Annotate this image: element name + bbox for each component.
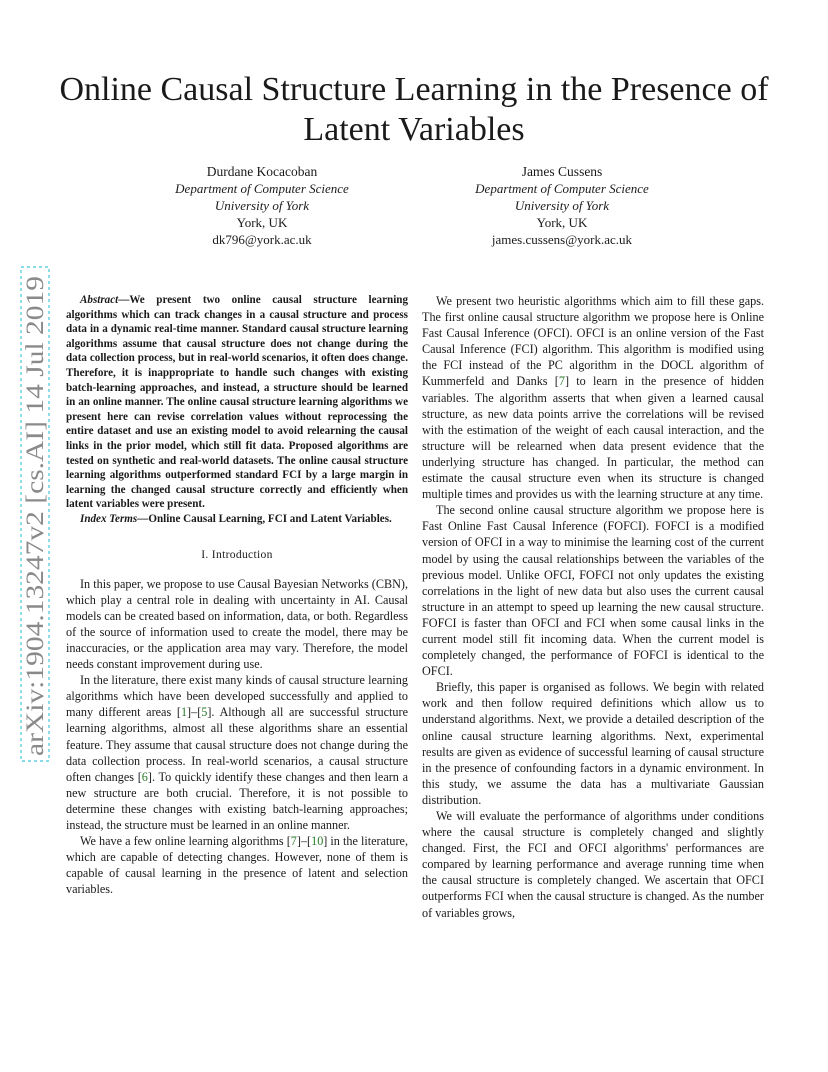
citation-link[interactable]: [7] xyxy=(554,374,570,389)
author-name: James Cussens xyxy=(521,164,603,179)
intro-paragraph-3 xyxy=(66,833,408,897)
author-location: York, UK xyxy=(536,215,588,230)
author-department: Department of Computer Science xyxy=(175,181,349,196)
citation-link[interactable]: [7] xyxy=(286,834,301,849)
paragraph-text: . To quickly identify these changes and then learn a new structure are both crucial. Therefore, it is not possible to determine these changes with existing batch-learning approaches; instead, the structure must be learned in an online manner. xyxy=(66,769,409,832)
paragraph-text: . Although all are successful structure learning algorithms, almost all these algorithms share an essential feature. They assume that causal structure does not change during the data collection process. In real-world scenarios, a causal structure often changes xyxy=(66,705,408,784)
paragraph-text: We have a few online learning algorithms xyxy=(80,834,287,849)
citation-link[interactable]: [10] xyxy=(307,834,328,849)
arxiv-stamp-text: arXiv:1904.13247v2 [cs.AI] 14 Jul 2019 xyxy=(22,349,49,756)
index-terms xyxy=(66,512,408,527)
intro-paragraph-2 xyxy=(66,672,408,833)
right-column xyxy=(422,293,764,921)
intro-paragraph-5: The second online causal structure algorithm we propose here is Fast Online Fast Causal Inference (FOFCI). FOFCI is a modified version of OFCI in a way to minimise the learning cost of the current model by using the causal relationships between the variables of the previous model. Unlike OFCI, FOFCI not only updates the existing correlations in the light of new data but also uses the current causal structure in an attempt to speed up learning the new causal structure. FOFCI is faster than OFCI and FCI when some causal links in the current model still fit incoming data. When the current model is completely changed, the performance of FOFCI is identical to the OFCI. xyxy=(422,503,764,679)
intro-paragraph-1: In this paper, we propose to use Causal Bayesian Networks (CBN), which play a central role in dealing with uncertainty in AI. Causal models can be created based on information, data, or both. Regardless of the source of information used to create the model, there may be inaccuracies, or the application area may vary. Therefore, the model needs constant improvement during use. xyxy=(66,576,408,672)
abstract-text: —We present two online causal structure learning algorithms which can track changes in a causal structure and process data in a dynamic real-time manner. Standard causal structure learning algorithms assume that causal structure does not change during the data collection process, but in real-world scenarios, it often does change. Therefore, it is inappropriate to handle such changes with existing batch-learning approaches, and instead, a structure should be learned in an online manner. The online causal structure learning algorithms we present here can revise correlation values without reprocessing the entire dataset and use an existing model to avoid relearning the causal links in the prior model, which still fit data. Proposed algorithms are tested on synthetic and real-world datasets. The online causal structure learning algorithms outperformed standard FCI by a large margin in learning the changed causal structure correctly and efficiently when latent variables were present. xyxy=(66,294,408,511)
paragraph-text: to learn in the presence of hidden variables. The algorithm asserts that when given a learned causal structure, as new data points arrive the correlations will be revised with the estimation of the weight of each causal interaction, and the structure will be relearned when data present evidence that the underlying structure has changed. In particular, the method can estimate the causal structure even when its structure is changed multiple times and provides us with the learning structure at any time. xyxy=(422,374,764,502)
index-terms-label: Index Terms xyxy=(80,512,138,525)
arxiv-stamp-graphic xyxy=(20,266,50,762)
abstract xyxy=(66,293,408,527)
author-email: james.cussens@york.ac.uk xyxy=(491,232,633,247)
citation-link[interactable]: [6] xyxy=(137,769,152,784)
intro-paragraph-7: We will evaluate the performance of algorithms under conditions where the causal structure is completely changed and slightly changed. First, the FCI and OFCI algorithms' performances are compared by learning performance and average running time when the causal structure is completely changed. We ascertain that OFCI outperforms FCI when the causal structure is changed. As the number of variables grows, xyxy=(422,809,764,920)
paragraph-text: We present two heuristic algorithms which aim to fill these gaps. The first online causal structure algorithm we propose here is Online Fast Causal Inference (OFCI). OFCI is an online version of the Fast Causal Inference (FCI) algorithm. This algorithm is modified using the FCI instead of the PC algorithm in the DOCL algorithm of Kummerfeld and Danks xyxy=(422,294,764,389)
paper-title xyxy=(40,70,788,150)
author-university: University of York xyxy=(514,198,610,213)
arxiv-stamp xyxy=(20,266,50,762)
citation-link[interactable]: [1] xyxy=(176,705,192,720)
paragraph-text: in the literature, which are capable of detecting changes. However, none of them is capable of causal learning in the presence of latent and selection variables. xyxy=(66,834,408,897)
intro-paragraph-6: Briefly, this paper is organised as follows. We begin with related work and then follow required definitions which allow us to understand algorithms. Next, we provide a detailed description of the online causal structure learning algorithms. Next, experimental results are given as evidence of successful learning of causal structure in the presence of confounding factors in a dynamic environment. In this study, we assume the data has a multivariate Gaussian distribution. xyxy=(422,680,764,807)
paragraph-text: In the literature, there exist many kinds of causal structure learning algorithms which have been developed successfully and applied to many different areas xyxy=(66,673,408,720)
citation-range-dash: – xyxy=(191,705,198,720)
title-line-1: Online Causal Structure Learning in the Presence of xyxy=(59,71,769,108)
author-department: Department of Computer Science xyxy=(475,181,649,196)
title-line-2: Latent Variables xyxy=(303,111,525,148)
author-block-2 xyxy=(412,163,712,248)
left-column xyxy=(66,293,408,897)
author-university: University of York xyxy=(214,198,310,213)
author-name: Durdane Kocacoban xyxy=(206,164,318,179)
index-terms-text: —Online Causal Learning, FCI and Latent Variables. xyxy=(137,512,392,525)
citation-range-dash: – xyxy=(300,834,308,849)
author-location: York, UK xyxy=(236,215,288,230)
intro-paragraph-4 xyxy=(422,293,764,502)
citation-link[interactable]: [5] xyxy=(197,705,212,720)
abstract-label: Abstract xyxy=(80,294,119,306)
author-block-1 xyxy=(112,163,412,248)
section-heading-introduction: I. Introduction xyxy=(201,547,273,561)
author-email: dk796@york.ac.uk xyxy=(212,232,312,247)
abstract-paragraph xyxy=(66,293,408,512)
